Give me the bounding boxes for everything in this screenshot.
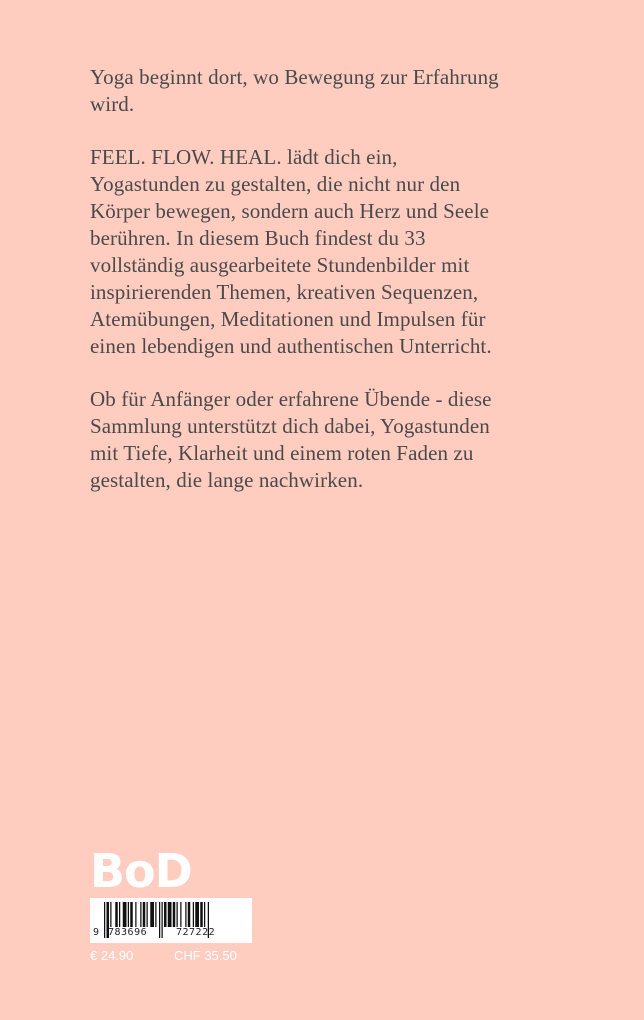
isbn-group-1: 783696 (108, 927, 148, 938)
publisher-logo (90, 844, 192, 898)
blurb-lead-paragraph (90, 64, 560, 118)
price-eur: € 24.90 (90, 948, 134, 963)
barcode-bar (173, 902, 176, 927)
barcode-bar (130, 902, 133, 927)
barcode-bar (193, 902, 194, 927)
blurb-line: einen lebendigen und authentischen Unterricht. (90, 334, 492, 358)
blurb-line: Atemübungen, Meditationen und Impulsen für (90, 307, 486, 331)
barcode-bar (135, 902, 136, 927)
barcode-bar (104, 902, 105, 938)
barcode-bar (185, 902, 186, 927)
blurb-line: Sammlung unterstützt dich dabei, Yogastunden (90, 414, 490, 438)
back-cover-blurb (90, 64, 560, 516)
barcode-bar (128, 902, 129, 927)
barcode-bar (123, 902, 127, 927)
barcode-bar (168, 902, 172, 927)
bod-logo-text: BoD (90, 844, 192, 898)
barcode-bar (180, 902, 181, 927)
barcode-bar (162, 902, 163, 938)
barcode-bar (200, 902, 203, 927)
isbn-barcode (90, 898, 252, 943)
blurb-line: vollständig ausgearbeitete Stundenbilder mit (90, 253, 470, 277)
blurb-middle-paragraph (90, 144, 560, 360)
barcode-bar (204, 902, 205, 927)
barcode-bar (164, 902, 167, 927)
blurb-line: FEEL. FLOW. HEAL. lädt dich ein, (90, 145, 398, 169)
isbn-group-2: 727222 (176, 927, 216, 938)
barcode-bar (159, 902, 160, 938)
blurb-line: gestalten, die lange nachwirken. (90, 468, 364, 492)
barcode-bar (119, 902, 120, 927)
barcode-bar (177, 902, 178, 927)
isbn-prefix: 9 (93, 927, 100, 938)
blurb-line: berühren. In diesem Buch findest du 33 (90, 226, 426, 250)
barcode-bar (143, 902, 146, 927)
barcode-bar (140, 902, 141, 927)
price-chf: CHF 35.50 (174, 948, 237, 963)
blurb-line: wird. (90, 92, 135, 116)
blurb-line: Yogastunden zu gestalten, die nicht nur den (90, 172, 461, 196)
blurb-line: inspirierenden Themen, kreativen Sequenzen, (90, 280, 479, 304)
blurb-closing-paragraph (90, 386, 560, 494)
barcode-bar (188, 902, 191, 927)
blurb-line: Körper bewegen, sondern auch Herz und Seele (90, 199, 490, 223)
barcode-bar (195, 902, 199, 927)
barcode-bar (110, 902, 111, 927)
barcode-bar (147, 902, 148, 927)
barcode-bar (115, 902, 118, 927)
barcode-bar (155, 902, 156, 927)
blurb-line: Yoga beginnt dort, wo Bewegung zur Erfahrung (90, 65, 499, 89)
barcode-bar (150, 902, 154, 927)
blurb-line: Ob für Anfänger oder erfahrene Übende - diese (90, 387, 492, 411)
blurb-line: mit Tiefe, Klarheit und einem roten Faden zu (90, 441, 474, 465)
